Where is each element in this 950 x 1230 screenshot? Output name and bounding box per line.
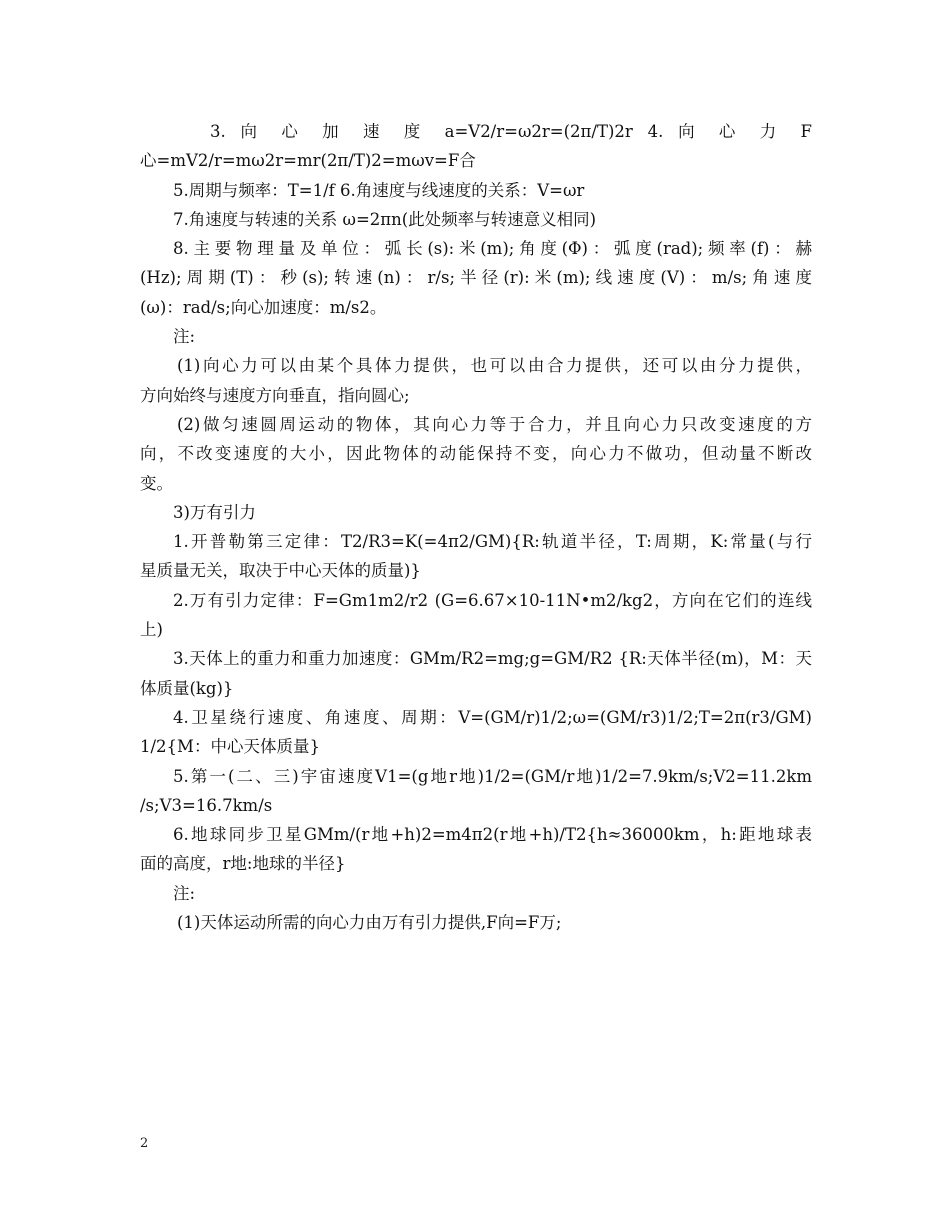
text-line: 2.万有引力定律：F=Gm1m2/r2 (G=6.67×10-11N•m2/kg2，方向在它们的连线 — [173, 590, 812, 610]
document-body — [140, 117, 812, 937]
text-line: (Hz);周期(T)：秒(s);转速(n)：r/s;半径(r):米(m);线速度(V)：m/s;角速度 — [140, 268, 812, 288]
text-line: 面的高度，r地:地球的半径} — [140, 854, 346, 874]
text-line: (2)做匀速圆周运动的物体，其向心力等于合力，并且向心力只改变速度的方 — [177, 414, 812, 434]
text-line: 5.第一(二、三)宇宙速度V1=(g地r地)1/2=(GM/r地)1/2=7.9km/s;V2=11.2km — [173, 766, 812, 786]
text-line: 变。 — [140, 473, 173, 493]
text-line: 1.开普勒第三定律：T2/R3=K(=4π2/GM){R:轨道半径，T:周期，K:常量(与行 — [173, 532, 812, 552]
page-number: 2 — [140, 1136, 149, 1151]
text-line: (ω)：rad/s;向心加速度：m/s2。 — [140, 297, 387, 317]
text-line: (1)向心力可以由某个具体力提供，也可以由合力提供，还可以由分力提供， — [177, 356, 812, 376]
text-line: 向，不改变速度的大小，因此物体的动能保持不变，向心力不做功，但动量不断改 — [140, 444, 812, 464]
text-line: 4.卫星绕行速度、角速度、周期：V=(GM/r)1/2;ω=(GM/r3)1/2;T=2π(r3/GM) — [173, 707, 812, 727]
text-line: 星质量无关，取决于中心天体的质量)} — [140, 561, 421, 581]
text-line: 8.主要物理量及单位：弧长(s):米(m);角度(Φ)：弧度(rad);频率(f)：赫 — [173, 239, 812, 259]
text-line: 体质量(kg)} — [140, 678, 234, 698]
text-line: 注: — [173, 327, 196, 347]
section-heading: 3)万有引力 — [173, 502, 256, 522]
text-line: 1/2{M：中心天体质量} — [140, 737, 320, 757]
text-line: 方向始终与速度方向垂直，指向圆心; — [140, 385, 410, 405]
text-line: 注: — [173, 883, 196, 903]
text-line: 6.地球同步卫星GMm/(r地+h)2=m4π2(r地+h)/T2{h≈36000km，h:距地球表 — [173, 825, 812, 845]
text-line: 3.天体上的重力和重力加速度：GMm/R2=mg;g=GM/R2 {R:天体半径(m)，M：天 — [173, 649, 812, 669]
text-line: /s;V3=16.7km/s — [140, 795, 273, 815]
text-line: 7.角速度与转速的关系 ω=2πn(此处频率与转速意义相同) — [173, 209, 597, 229]
text-line: 心=mV2/r=mω2r=mr(2π/T)2=mωv=F合 — [140, 151, 476, 171]
text-line: 上) — [140, 620, 163, 640]
text-line: 5.周期与频率：T=1/f 6.角速度与线速度的关系：V=ωr — [173, 180, 585, 200]
text-line: (1)天体运动所需的向心力由万有引力提供,F向=F万; — [177, 913, 562, 933]
text-line: 3. 向 心 加 速 度 a=V2/r=ω2r=(2π/T)2r 4. 向 心 力 F — [210, 122, 812, 141]
